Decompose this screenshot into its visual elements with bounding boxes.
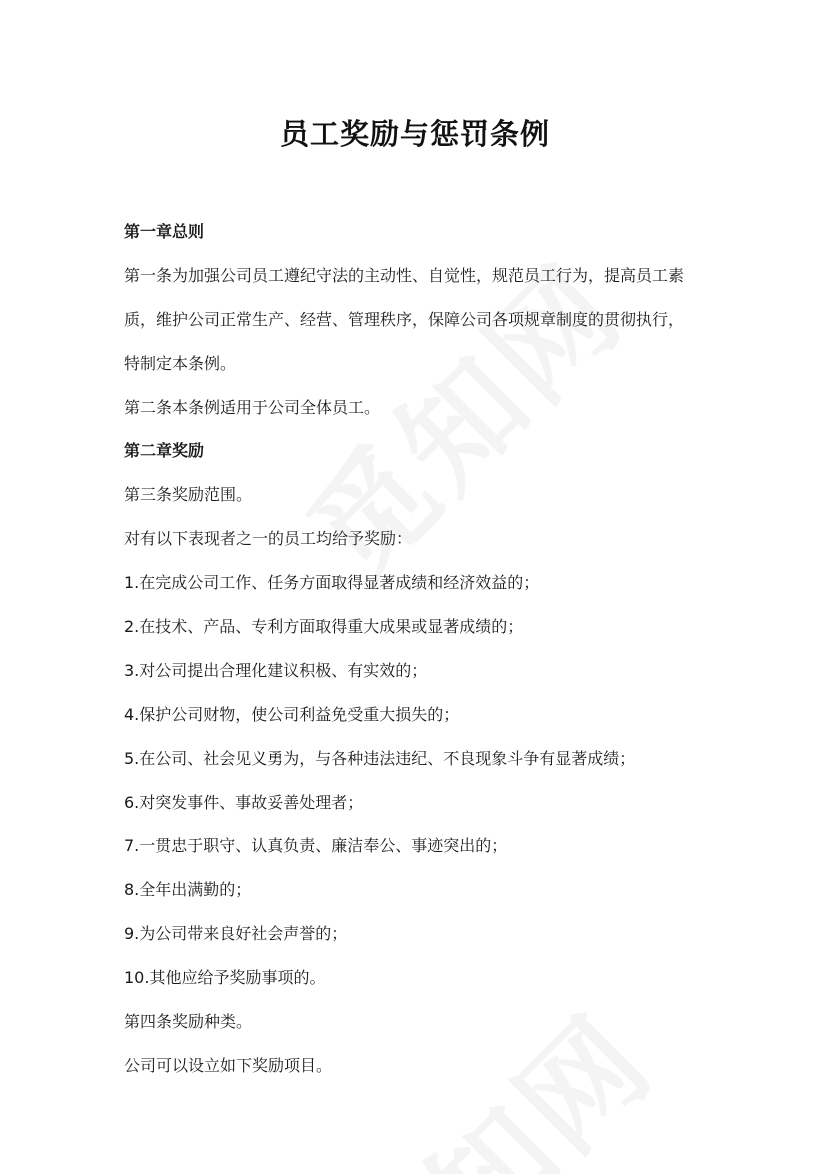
- document-body: [124, 214, 724, 1092]
- paragraph-line: 第一条为加强公司员工遵纪守法的主动性、自觉性，规范员工行为，提高员工素: [124, 265, 685, 285]
- paragraph-line: 4.保护公司财物，使公司利益免受重大损失的；: [124, 704, 460, 724]
- paragraph-line: 质，维护公司正常生产、经营、管理秩序，保障公司各项规章制度的贯彻执行，: [124, 309, 685, 329]
- paragraph-line: 1.在完成公司工作、任务方面取得显著成绩和经济效益的；: [124, 573, 540, 593]
- section-heading: 第一章总则: [124, 222, 205, 241]
- paragraph-line: 9.为公司带来良好社会声誉的；: [124, 924, 348, 944]
- paragraph-line: 10.其他应给予奖励事项的。: [124, 968, 326, 988]
- section-heading: 第二章奖励: [124, 441, 205, 461]
- paragraph-line: 6.对突发事件、事故妥善处理者；: [124, 792, 364, 812]
- paragraph-line: 7.一贯忠于职守、认真负责、廉洁奉公、事迹突出的；: [124, 836, 508, 856]
- document-title: 员工奖励与惩罚条例: [279, 117, 550, 151]
- paragraph-line: 公司可以设立如下奖励项目。: [124, 1055, 333, 1075]
- paragraph-line: 2.在技术、产品、专利方面取得重大成果或显著成绩的；: [124, 617, 524, 637]
- paragraph-line: 8.全年出满勤的；: [124, 880, 252, 900]
- paragraph-line: 对有以下表现者之一的员工均给予奖励：: [124, 529, 413, 549]
- paragraph-line: 第四条奖励种类。: [124, 1012, 253, 1032]
- paragraph-line: 第三条奖励范围。: [124, 485, 253, 505]
- paragraph-line: 第二条本条例适用于公司全体员工。: [124, 397, 381, 417]
- paragraph-line: 3.对公司提出合理化建议积极、有实效的；: [124, 660, 428, 680]
- paragraph-line: 5.在公司、社会见义勇为，与各种违法违纪、不良现象斗争有显著成绩；: [124, 748, 636, 768]
- paragraph-line: 特制定本条例。: [124, 353, 237, 373]
